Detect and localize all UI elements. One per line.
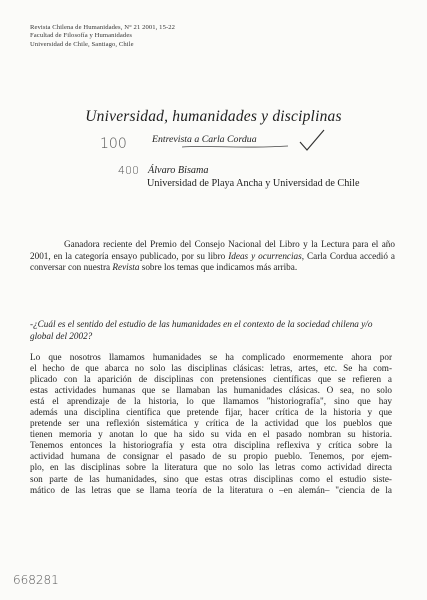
intro-paragraph [30,239,395,274]
body-line: Lo que nosotros llamamos humanidades se ha complicado enormemente ahora por [30,352,392,362]
author-name: Álvaro Bisama [148,165,209,176]
body-line: tienen memoria y anotan lo que ha sido su vida en el pasado nombran su historia. [30,429,392,440]
body-line: son parte de las humanidades, sino que estas otras disciplinas como el estudio siste- [30,473,392,484]
intro-text-start: Ganadora reciente del Premio del Consejo Nacional del Libro y la Lectura para el año 2001, en la categoría ensayo publicado, por su libro [30,239,395,261]
handwritten-note-title: 100 [100,136,127,152]
article-subtitle: Entrevista a Carla Cordua [152,134,257,145]
header-line-faculty: Facultad de Filosofía y Humanidades [30,32,133,40]
intro-text-end: sobre los temas que indicamos más arriba. [139,262,298,273]
pen-underline-mark [180,143,290,151]
body-line: además una disciplina científica que pretende fijar, hacer crítica de la historia y que [30,407,392,418]
body-line: estas actividades humanas que se llamaban las humanidades clásicas. O sea, no solo [30,385,392,396]
header-line-university: Universidad de Chile, Santiago, Chile [30,40,134,48]
body-line: pretende ser una reflexión sistemática y crítica de la actividad que los pueblos que [30,418,392,429]
intro-text-middle: Carla Cordua accedió a conversar con nuestra [30,250,395,273]
answer-paragraph [30,352,392,496]
journal-header [30,24,175,49]
author-affiliation: Universidad de Playa Ancha y Universidad de Chile [147,178,360,189]
journal-name: Revista [112,262,140,273]
header-line-journal: Revista Chilena de Humanidades, N° 21 2001, 15-22 [30,24,176,31]
body-line: plo, en las disciplinas sobre la literatura que no solo las letras como actividad directa [30,462,392,473]
handwritten-note-author: 400 [118,164,139,177]
article-title: Universidad, humanidades y disciplinas [85,108,342,125]
body-line: mático de las letras que se llama teoría de la literatura o –en alemán– "ciencia de la [30,484,392,495]
body-line: está el aprendizaje de la historia, lo que llamamos "historiografía", sino que hay [30,396,392,407]
pen-check-mark [297,128,327,154]
book-title: Ideas y ocurrencias, [228,250,305,261]
handwritten-note-bottom: 668281 [13,573,59,587]
interview-question: -¿Cuál es el sentido del estudio de las humanidades en el contexto de la sociedad chilena y/o global del 2002? [30,319,373,341]
body-line: el hecho de que abarca no solo las disciplinas clásicas: letras, artes, etc. Se ha com- [30,363,392,374]
body-line: Tenemos entonces la historiografía y esta otra disciplina reflexiva y crítica sobre la [30,440,392,451]
body-line: plicado con la aparición de disciplinas con pretensiones científicas que se refieren a [30,374,392,385]
body-line: actividad humana de consignar el pasado de su propio pueblo. Tenemos, por ejem- [30,451,392,462]
